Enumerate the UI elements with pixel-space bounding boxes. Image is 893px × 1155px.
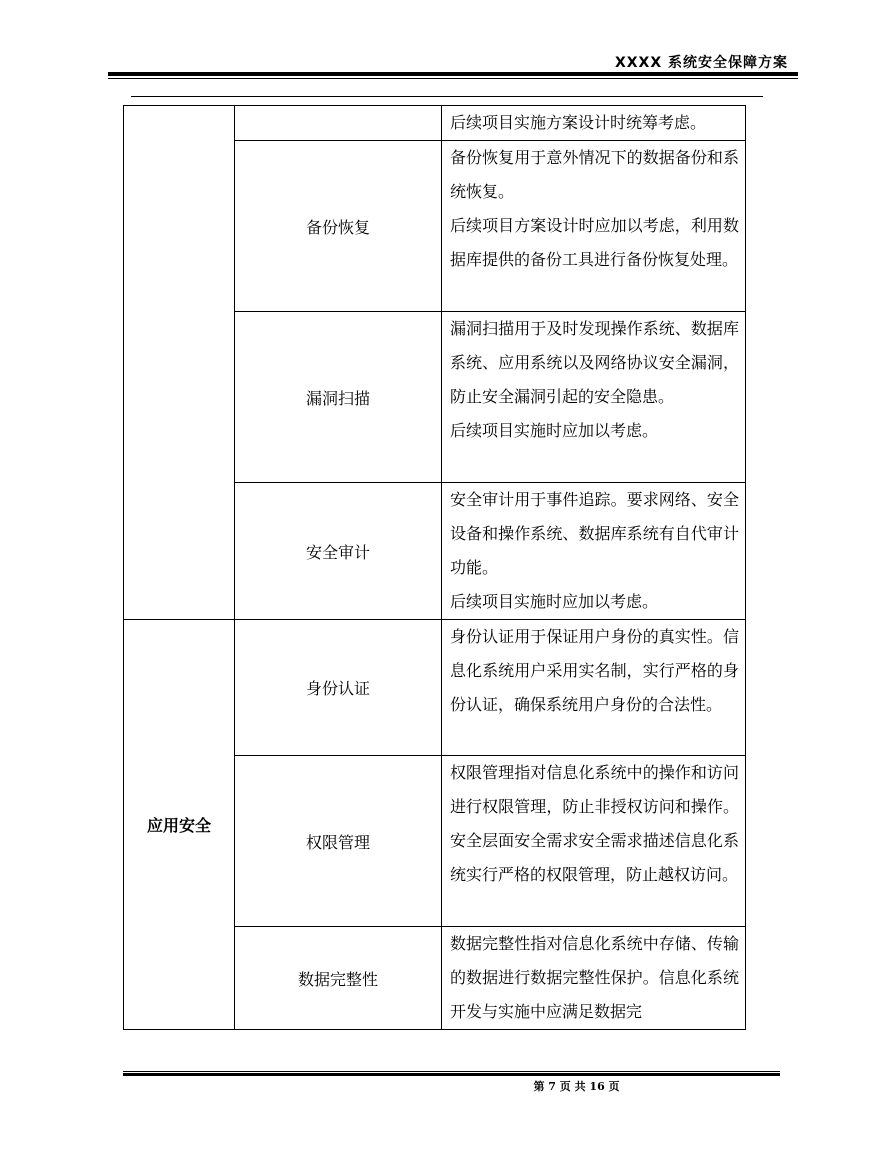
description-paragraph: 备份恢复用于意外情况下的数据备份和系统恢复。: [450, 148, 739, 201]
description-paragraph: 后续项目实施时应加以考虑。: [450, 421, 659, 440]
description-cell: [442, 927, 746, 1030]
description-paragraph: 后续项目实施方案设计时统筹考虑。: [450, 113, 707, 132]
page-number: 第 7 页 共 16 页: [533, 1080, 620, 1093]
description-paragraph: 安全审计用于事件追踪。要求网络、安全设备和操作系统、数据库系统有自代审计功能。: [450, 490, 739, 577]
item-cell-continued: [235, 106, 442, 141]
description-paragraph: 后续项目实施时应加以考虑。: [450, 592, 659, 611]
description-cell: [442, 312, 746, 483]
description-paragraph: 后续项目方案设计时应加以考虑，利用数据库提供的备份工具进行备份恢复处理。: [450, 216, 739, 269]
item-cell-security-audit: 安全审计: [235, 483, 442, 620]
table-row: [124, 620, 746, 756]
description-cell: [442, 483, 746, 620]
description-cell: [442, 620, 746, 756]
description-cell: [442, 141, 746, 312]
description-paragraph: 漏洞扫描用于及时发现操作系统、数据库系统、应用系统以及网络协议安全漏洞，防止安全漏洞引起的安全隐患。: [450, 319, 739, 406]
item-cell-vulnerability-scan: 漏洞扫描: [235, 312, 442, 483]
description-paragraph: 数据完整性指对信息化系统中存储、传输的数据进行数据完整性保护。信息化系统开发与实施中应满足数据完: [450, 934, 739, 1021]
item-cell-backup-recovery: 备份恢复: [235, 141, 442, 312]
description-cell: [442, 756, 746, 927]
header-rule-thin: [108, 78, 798, 79]
item-cell-permission-management: 权限管理: [235, 756, 442, 927]
item-cell-data-integrity: 数据完整性: [235, 927, 442, 1030]
document-header-title: XXXX 系统安全保障方案: [614, 55, 788, 71]
header-rule-thick: [108, 72, 798, 76]
table-top-rule: [131, 96, 763, 97]
description-paragraph: 身份认证用于保证用户身份的真实性。信息化系统用户采用实名制，实行严格的身份认证，确保系统用户身份的合法性。: [450, 627, 739, 714]
security-requirements-table: [123, 105, 746, 1030]
item-cell-identity-auth: 身份认证: [235, 620, 442, 756]
category-cell-application-security: 应用安全: [124, 620, 235, 1030]
description-cell: [442, 106, 746, 141]
description-paragraph: 权限管理指对信息化系统中的操作和访问进行权限管理，防止非授权访问和操作。安全层面安全需求安全需求描述信息化系统实行严格的权限管理，防止越权访问。: [450, 763, 739, 884]
table-row: [124, 106, 746, 141]
footer-rule-thin: [123, 1071, 780, 1072]
footer-rule-thick: [123, 1073, 780, 1076]
category-cell-continued: [124, 106, 235, 620]
